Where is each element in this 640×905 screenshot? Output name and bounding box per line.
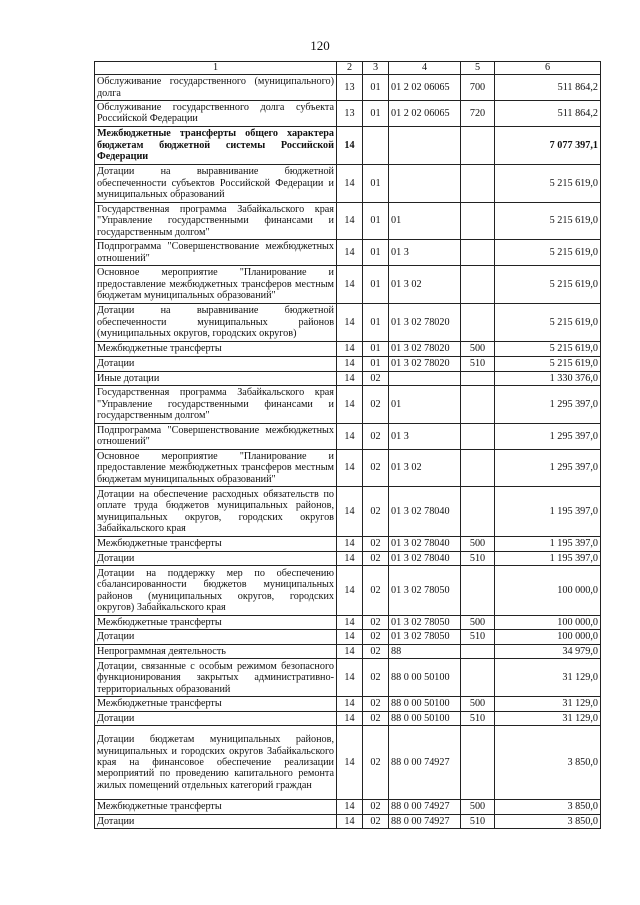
row-expense-type-cell bbox=[461, 423, 495, 449]
row-section-cell: 14 bbox=[337, 357, 363, 371]
column-header: 4 bbox=[389, 62, 461, 75]
row-amount-cell: 100 000,0 bbox=[495, 566, 601, 616]
row-target-article-cell bbox=[389, 164, 461, 202]
row-expense-type-cell: 500 bbox=[461, 616, 495, 630]
row-amount-cell: 100 000,0 bbox=[495, 630, 601, 644]
row-target-article-cell: 01 3 02 78050 bbox=[389, 616, 461, 630]
row-subsection-cell: 02 bbox=[363, 659, 389, 697]
row-expense-type-cell bbox=[461, 644, 495, 658]
row-section-cell: 14 bbox=[337, 487, 363, 537]
table-header-row bbox=[95, 62, 601, 75]
row-name-cell: Межбюджетные трансферты bbox=[95, 697, 337, 711]
row-name-cell: Подпрограмма "Совершенствование межбюджетных отношений" bbox=[95, 240, 337, 266]
row-target-article-cell: 01 bbox=[389, 385, 461, 423]
column-header: 2 bbox=[337, 62, 363, 75]
row-subsection-cell: 02 bbox=[363, 711, 389, 725]
table-row bbox=[95, 126, 601, 164]
row-section-cell: 14 bbox=[337, 126, 363, 164]
row-name-cell: Обслуживание государственного (муниципального) долга bbox=[95, 75, 337, 101]
table-row bbox=[95, 537, 601, 551]
row-name-cell: Межбюджетные трансферты bbox=[95, 342, 337, 357]
row-subsection-cell: 02 bbox=[363, 644, 389, 658]
row-amount-cell: 5 215 619,0 bbox=[495, 357, 601, 371]
row-subsection-cell: 01 bbox=[363, 101, 389, 127]
row-name-cell: Непрограммная деятельность bbox=[95, 644, 337, 658]
budget-table bbox=[94, 61, 601, 829]
row-amount-cell: 1 295 397,0 bbox=[495, 385, 601, 423]
column-header: 5 bbox=[461, 62, 495, 75]
row-subsection-cell: 01 bbox=[363, 202, 389, 239]
row-expense-type-cell bbox=[461, 164, 495, 202]
row-expense-type-cell bbox=[461, 126, 495, 164]
row-target-article-cell: 01 3 02 bbox=[389, 449, 461, 486]
table-row bbox=[95, 659, 601, 697]
row-amount-cell: 3 850,0 bbox=[495, 814, 601, 828]
table-row bbox=[95, 385, 601, 423]
row-name-cell: Дотации bbox=[95, 814, 337, 828]
row-name-cell: Основное мероприятие "Планирование и предоставление межбюджетных трансферов местным бюджетам муниципальных образований" bbox=[95, 449, 337, 486]
row-name-cell: Иные дотации bbox=[95, 371, 337, 385]
row-subsection-cell: 01 bbox=[363, 164, 389, 202]
row-subsection-cell: 01 bbox=[363, 75, 389, 101]
row-subsection-cell: 01 bbox=[363, 266, 389, 304]
table-row bbox=[95, 616, 601, 630]
row-target-article-cell: 88 bbox=[389, 644, 461, 658]
row-section-cell: 14 bbox=[337, 726, 363, 800]
row-target-article-cell: 88 0 00 74927 bbox=[389, 814, 461, 828]
row-target-article-cell: 01 3 02 78040 bbox=[389, 487, 461, 537]
row-section-cell: 14 bbox=[337, 537, 363, 551]
row-subsection-cell bbox=[363, 126, 389, 164]
page-number: 120 bbox=[310, 38, 330, 53]
row-expense-type-cell bbox=[461, 726, 495, 800]
row-section-cell: 14 bbox=[337, 566, 363, 616]
row-section-cell: 14 bbox=[337, 630, 363, 644]
row-amount-cell: 3 850,0 bbox=[495, 726, 601, 800]
row-amount-cell: 1 295 397,0 bbox=[495, 423, 601, 449]
table-row bbox=[95, 75, 601, 101]
row-expense-type-cell: 510 bbox=[461, 711, 495, 725]
row-expense-type-cell bbox=[461, 240, 495, 266]
table-row bbox=[95, 266, 601, 304]
row-expense-type-cell: 700 bbox=[461, 75, 495, 101]
row-name-cell: Дотации на выравнивание бюджетной обеспеченности муниципальных районов (муниципальных округов, городских округов) bbox=[95, 304, 337, 342]
row-section-cell: 14 bbox=[337, 711, 363, 725]
row-section-cell: 13 bbox=[337, 75, 363, 101]
row-expense-type-cell: 510 bbox=[461, 357, 495, 371]
row-section-cell: 13 bbox=[337, 101, 363, 127]
row-section-cell: 14 bbox=[337, 423, 363, 449]
row-section-cell: 14 bbox=[337, 304, 363, 342]
row-amount-cell: 511 864,2 bbox=[495, 101, 601, 127]
table-row bbox=[95, 101, 601, 127]
row-subsection-cell: 02 bbox=[363, 537, 389, 551]
row-name-cell: Дотации bbox=[95, 357, 337, 371]
row-expense-type-cell: 500 bbox=[461, 537, 495, 551]
row-target-article-cell: 88 0 00 50100 bbox=[389, 697, 461, 711]
row-subsection-cell: 02 bbox=[363, 551, 389, 565]
table-row bbox=[95, 449, 601, 486]
row-amount-cell: 5 215 619,0 bbox=[495, 342, 601, 357]
row-amount-cell: 31 129,0 bbox=[495, 697, 601, 711]
row-subsection-cell: 01 bbox=[363, 304, 389, 342]
row-amount-cell: 100 000,0 bbox=[495, 616, 601, 630]
row-name-cell: Межбюджетные трансферты bbox=[95, 800, 337, 814]
row-expense-type-cell bbox=[461, 202, 495, 239]
row-target-article-cell: 01 3 02 78040 bbox=[389, 551, 461, 565]
row-section-cell: 14 bbox=[337, 800, 363, 814]
row-expense-type-cell: 510 bbox=[461, 551, 495, 565]
row-amount-cell: 5 215 619,0 bbox=[495, 164, 601, 202]
row-name-cell: Дотации, связанные с особым режимом безопасного функционирования закрытых административно-территориальных образований bbox=[95, 659, 337, 697]
row-amount-cell: 1 195 397,0 bbox=[495, 551, 601, 565]
row-amount-cell: 5 215 619,0 bbox=[495, 240, 601, 266]
row-subsection-cell: 02 bbox=[363, 487, 389, 537]
row-target-article-cell bbox=[389, 126, 461, 164]
row-amount-cell: 1 330 376,0 bbox=[495, 371, 601, 385]
table-row bbox=[95, 371, 601, 385]
table-row bbox=[95, 342, 601, 357]
row-name-cell: Дотации bbox=[95, 630, 337, 644]
row-target-article-cell: 01 3 bbox=[389, 423, 461, 449]
row-amount-cell: 5 215 619,0 bbox=[495, 202, 601, 239]
row-section-cell: 14 bbox=[337, 449, 363, 486]
row-subsection-cell: 02 bbox=[363, 814, 389, 828]
row-section-cell: 14 bbox=[337, 551, 363, 565]
table-row bbox=[95, 357, 601, 371]
table-row bbox=[95, 726, 601, 800]
row-name-cell: Дотации bbox=[95, 711, 337, 725]
row-target-article-cell: 88 0 00 74927 bbox=[389, 800, 461, 814]
row-amount-cell: 7 077 397,1 bbox=[495, 126, 601, 164]
row-expense-type-cell bbox=[461, 371, 495, 385]
row-name-cell: Межбюджетные трансферты общего характера бюджетам бюджетной системы Российской Федерации bbox=[95, 126, 337, 164]
row-name-cell: Дотации на обеспечение расходных обязательств по оплате труда бюджетов муниципальных районов, муниципальных округов, городских округов Забайкальского края bbox=[95, 487, 337, 537]
row-amount-cell: 31 129,0 bbox=[495, 711, 601, 725]
row-target-article-cell: 88 0 00 50100 bbox=[389, 711, 461, 725]
row-name-cell: Дотации на выравнивание бюджетной обеспеченности субъектов Российской Федерации и муниципальных образований bbox=[95, 164, 337, 202]
row-section-cell: 14 bbox=[337, 697, 363, 711]
row-target-article-cell: 01 3 02 78050 bbox=[389, 566, 461, 616]
table-row bbox=[95, 202, 601, 239]
table-row bbox=[95, 630, 601, 644]
row-name-cell: Государственная программа Забайкальского края "Управление государственными финансами и государственным долгом" bbox=[95, 385, 337, 423]
table-row bbox=[95, 423, 601, 449]
row-section-cell: 14 bbox=[337, 385, 363, 423]
row-subsection-cell: 02 bbox=[363, 385, 389, 423]
row-target-article-cell: 01 3 02 78020 bbox=[389, 357, 461, 371]
row-amount-cell: 1 195 397,0 bbox=[495, 487, 601, 537]
row-section-cell: 14 bbox=[337, 814, 363, 828]
row-expense-type-cell: 510 bbox=[461, 630, 495, 644]
row-subsection-cell: 02 bbox=[363, 726, 389, 800]
row-expense-type-cell bbox=[461, 385, 495, 423]
row-expense-type-cell: 500 bbox=[461, 697, 495, 711]
row-amount-cell: 511 864,2 bbox=[495, 75, 601, 101]
row-subsection-cell: 02 bbox=[363, 423, 389, 449]
row-expense-type-cell: 500 bbox=[461, 342, 495, 357]
table-row bbox=[95, 566, 601, 616]
row-subsection-cell: 02 bbox=[363, 616, 389, 630]
row-target-article-cell: 88 0 00 50100 bbox=[389, 659, 461, 697]
table-row bbox=[95, 800, 601, 814]
row-section-cell: 14 bbox=[337, 266, 363, 304]
table-row bbox=[95, 240, 601, 266]
row-section-cell: 14 bbox=[337, 202, 363, 239]
row-target-article-cell: 01 3 bbox=[389, 240, 461, 266]
row-subsection-cell: 02 bbox=[363, 371, 389, 385]
row-name-cell: Дотации bbox=[95, 551, 337, 565]
table-row bbox=[95, 551, 601, 565]
row-name-cell: Подпрограмма "Совершенствование межбюджетных отношений" bbox=[95, 423, 337, 449]
row-name-cell: Дотации бюджетам муниципальных районов, муниципальных и городских округов Забайкальского края на финансовое обеспечение реализации мероприятий по проведению капитального ремонта жилых помещений отдельных категорий граждан bbox=[95, 726, 337, 800]
row-amount-cell: 31 129,0 bbox=[495, 659, 601, 697]
row-target-article-cell bbox=[389, 371, 461, 385]
row-target-article-cell: 01 bbox=[389, 202, 461, 239]
row-amount-cell: 5 215 619,0 bbox=[495, 304, 601, 342]
row-subsection-cell: 01 bbox=[363, 240, 389, 266]
table-row bbox=[95, 487, 601, 537]
row-expense-type-cell: 500 bbox=[461, 800, 495, 814]
row-expense-type-cell bbox=[461, 487, 495, 537]
row-amount-cell: 5 215 619,0 bbox=[495, 266, 601, 304]
row-section-cell: 14 bbox=[337, 616, 363, 630]
row-subsection-cell: 01 bbox=[363, 357, 389, 371]
row-subsection-cell: 01 bbox=[363, 342, 389, 357]
row-subsection-cell: 02 bbox=[363, 630, 389, 644]
column-header: 3 bbox=[363, 62, 389, 75]
row-section-cell: 14 bbox=[337, 342, 363, 357]
table-row bbox=[95, 697, 601, 711]
row-name-cell: Основное мероприятие "Планирование и предоставление межбюджетных трансферов местным бюджетам муниципальных образований" bbox=[95, 266, 337, 304]
row-target-article-cell: 01 3 02 78040 bbox=[389, 537, 461, 551]
row-subsection-cell: 02 bbox=[363, 449, 389, 486]
row-name-cell: Межбюджетные трансферты bbox=[95, 616, 337, 630]
row-name-cell: Государственная программа Забайкальского края "Управление государственными финансами и государственным долгом" bbox=[95, 202, 337, 239]
row-name-cell: Обслуживание государственного долга субъекта Российской Федерации bbox=[95, 101, 337, 127]
row-target-article-cell: 01 2 02 06065 bbox=[389, 101, 461, 127]
table-row bbox=[95, 304, 601, 342]
row-target-article-cell: 01 3 02 78020 bbox=[389, 342, 461, 357]
row-section-cell: 14 bbox=[337, 371, 363, 385]
table-row bbox=[95, 644, 601, 658]
row-expense-type-cell bbox=[461, 659, 495, 697]
row-name-cell: Дотации на поддержку мер по обеспечению сбалансированности бюджетов муниципальных районов (муниципальных округов, городских округов) Забайкальского края bbox=[95, 566, 337, 616]
row-target-article-cell: 01 3 02 78050 bbox=[389, 630, 461, 644]
row-subsection-cell: 02 bbox=[363, 800, 389, 814]
row-expense-type-cell: 510 bbox=[461, 814, 495, 828]
row-name-cell: Межбюджетные трансферты bbox=[95, 537, 337, 551]
row-section-cell: 14 bbox=[337, 240, 363, 266]
row-target-article-cell: 01 3 02 78020 bbox=[389, 304, 461, 342]
row-target-article-cell: 01 3 02 bbox=[389, 266, 461, 304]
column-header: 6 bbox=[495, 62, 601, 75]
table-row bbox=[95, 711, 601, 725]
row-amount-cell: 1 195 397,0 bbox=[495, 537, 601, 551]
row-section-cell: 14 bbox=[337, 164, 363, 202]
row-subsection-cell: 02 bbox=[363, 566, 389, 616]
row-section-cell: 14 bbox=[337, 644, 363, 658]
row-expense-type-cell bbox=[461, 566, 495, 616]
row-expense-type-cell: 720 bbox=[461, 101, 495, 127]
row-section-cell: 14 bbox=[337, 659, 363, 697]
table-row bbox=[95, 814, 601, 828]
table-row bbox=[95, 164, 601, 202]
row-amount-cell: 1 295 397,0 bbox=[495, 449, 601, 486]
row-amount-cell: 3 850,0 bbox=[495, 800, 601, 814]
row-target-article-cell: 88 0 00 74927 bbox=[389, 726, 461, 800]
row-subsection-cell: 02 bbox=[363, 697, 389, 711]
column-header: 1 bbox=[95, 62, 337, 75]
row-amount-cell: 34 979,0 bbox=[495, 644, 601, 658]
row-expense-type-cell bbox=[461, 266, 495, 304]
row-expense-type-cell bbox=[461, 304, 495, 342]
row-target-article-cell: 01 2 02 06065 bbox=[389, 75, 461, 101]
row-expense-type-cell bbox=[461, 449, 495, 486]
